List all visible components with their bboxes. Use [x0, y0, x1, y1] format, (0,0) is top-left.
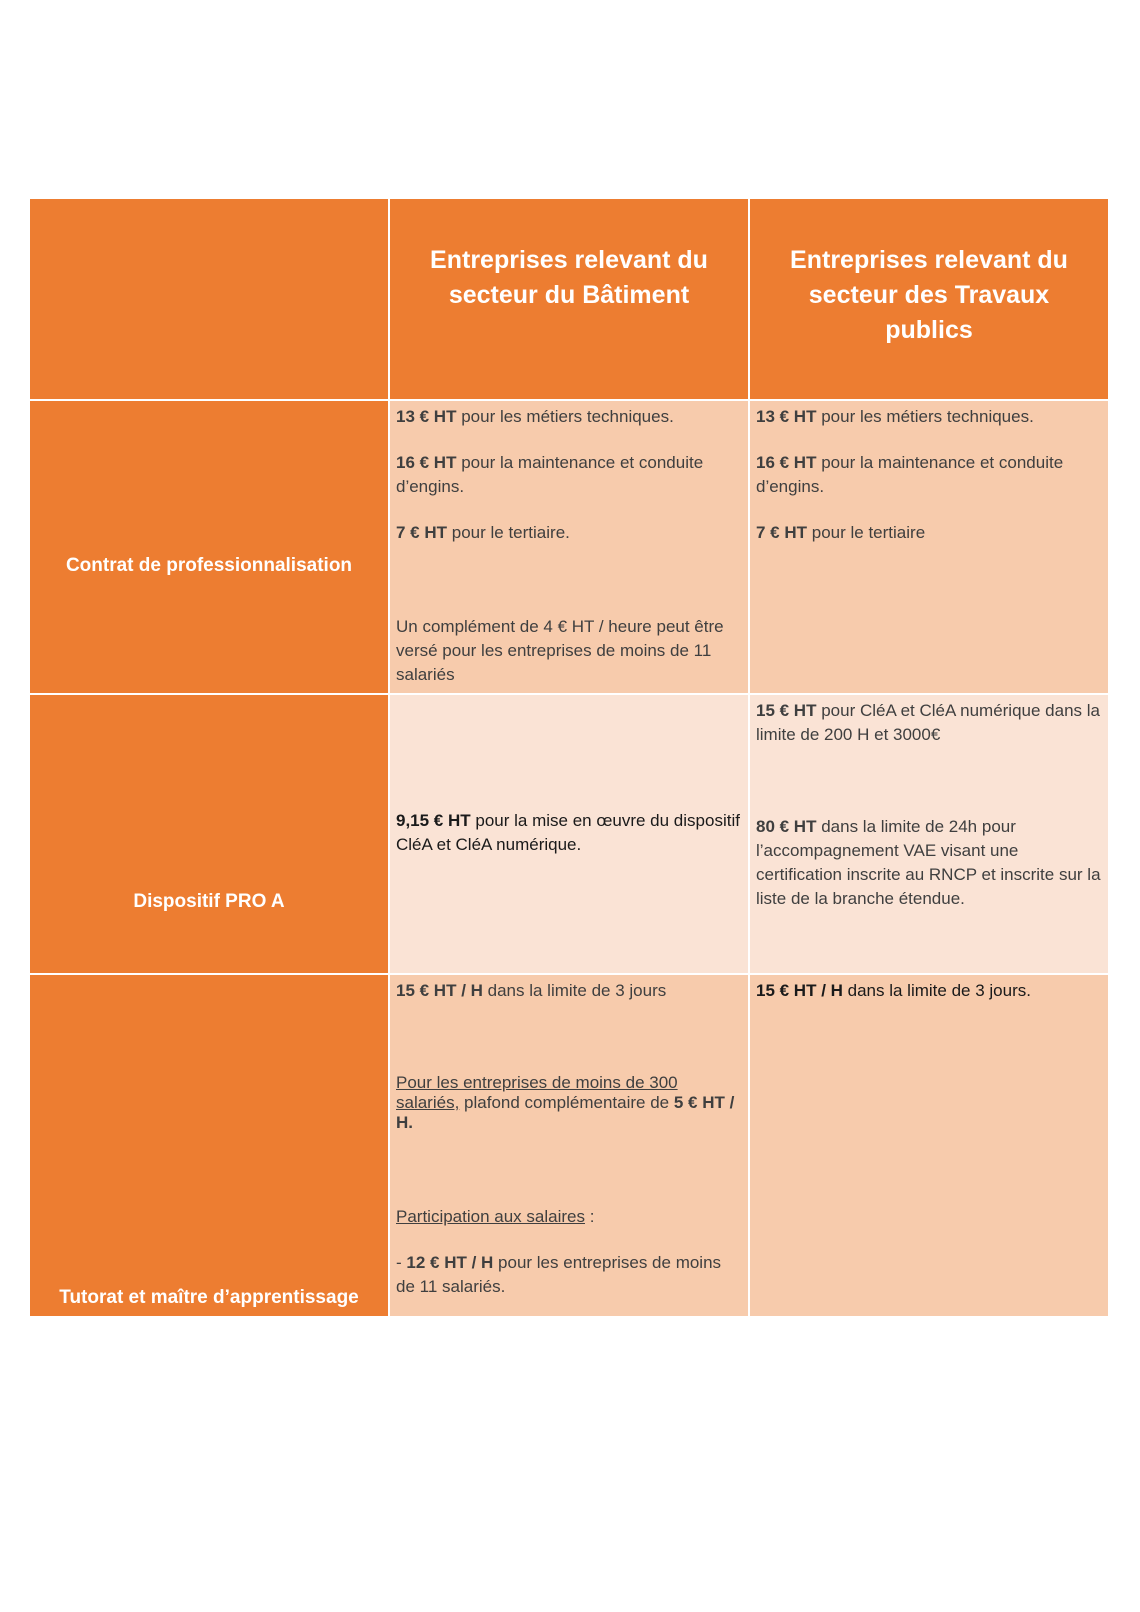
table-row-contrat-pro: [30, 401, 1108, 695]
amount: 16 € HT: [396, 453, 457, 472]
underlined-text: Participation aux salaires: [396, 1207, 585, 1226]
amount: 5 € HT / H.: [396, 1093, 735, 1132]
text: pour les entreprises de moins de 11 salariés.: [396, 1253, 722, 1296]
text: pour les métiers techniques.: [456, 407, 674, 426]
amount: 15 € HT / H: [756, 981, 843, 1000]
underlined-text: Pour les entreprises de moins de 300 salariés,: [396, 1073, 678, 1112]
text: pour la mise en œuvre du dispositif CléA et CléA numérique.: [396, 811, 740, 854]
row-label: [30, 695, 390, 975]
cell-travaux-publics: [750, 695, 1108, 975]
header-empty-cell: [30, 199, 390, 401]
text: :: [584, 1207, 595, 1226]
text: pour le tertiaire: [807, 523, 926, 542]
amount: 15 € HT: [756, 701, 817, 720]
header-travaux-publics: Entreprises relevant du secteur des Travaux publics: [750, 199, 1108, 401]
text: pour CléA et CléA numérique dans la limite de 200 H et 3000€: [756, 701, 1100, 744]
cell-batiment: [390, 695, 750, 975]
text: pour le tertiaire.: [447, 523, 570, 542]
amount: 16 € HT: [756, 453, 817, 472]
amount: 7 € HT: [396, 523, 448, 542]
amount: 13 € HT: [756, 407, 817, 426]
cell-travaux-publics: [750, 401, 1108, 695]
cell-batiment: [390, 975, 750, 1316]
text: plafond complémentaire de: [459, 1093, 674, 1112]
table-header-row: [30, 199, 1108, 401]
amount: 15 € HT / H: [396, 981, 483, 1000]
row-label-text: Dispositif PRO A: [133, 891, 285, 912]
text: pour la maintenance et conduite d’engins.: [756, 453, 1064, 496]
amount: 13 € HT: [396, 407, 457, 426]
amount: 9,15 € HT: [396, 811, 471, 830]
bullet-prefix: -: [396, 1253, 407, 1272]
text: dans la limite de 24h pour l’accompagnement VAE visant une certification inscrite au RNCP et inscrite sur la liste de la branche étendue.: [756, 817, 1101, 908]
text: pour la maintenance et conduite d’engins.: [396, 453, 704, 496]
row-label: [30, 401, 390, 695]
row-label-text: Tutorat et maître d’apprentissage: [59, 1287, 359, 1308]
text: dans la limite de 3 jours.: [842, 981, 1031, 1000]
text: Un complément de 4 € HT / heure peut être versé pour les entreprises de moins de 11 salariés: [396, 617, 724, 684]
text: dans la limite de 3 jours: [482, 981, 667, 1000]
amount: 7 € HT: [756, 523, 808, 542]
row-label: [30, 975, 390, 1316]
amount: 80 € HT: [756, 817, 817, 836]
row-label-text: Contrat de professionnalisation: [65, 555, 353, 576]
text: pour les métiers techniques.: [816, 407, 1034, 426]
amount: 12 € HT / H: [406, 1253, 494, 1272]
table-row-pro-a: [30, 695, 1108, 975]
table-row-tutorat: [30, 975, 1108, 1316]
cell-travaux-publics: [750, 975, 1108, 1316]
funding-table: [30, 199, 1108, 1316]
header-batiment: Entreprises relevant du secteur du Bâtiment: [390, 199, 750, 401]
cell-batiment: [390, 401, 750, 695]
